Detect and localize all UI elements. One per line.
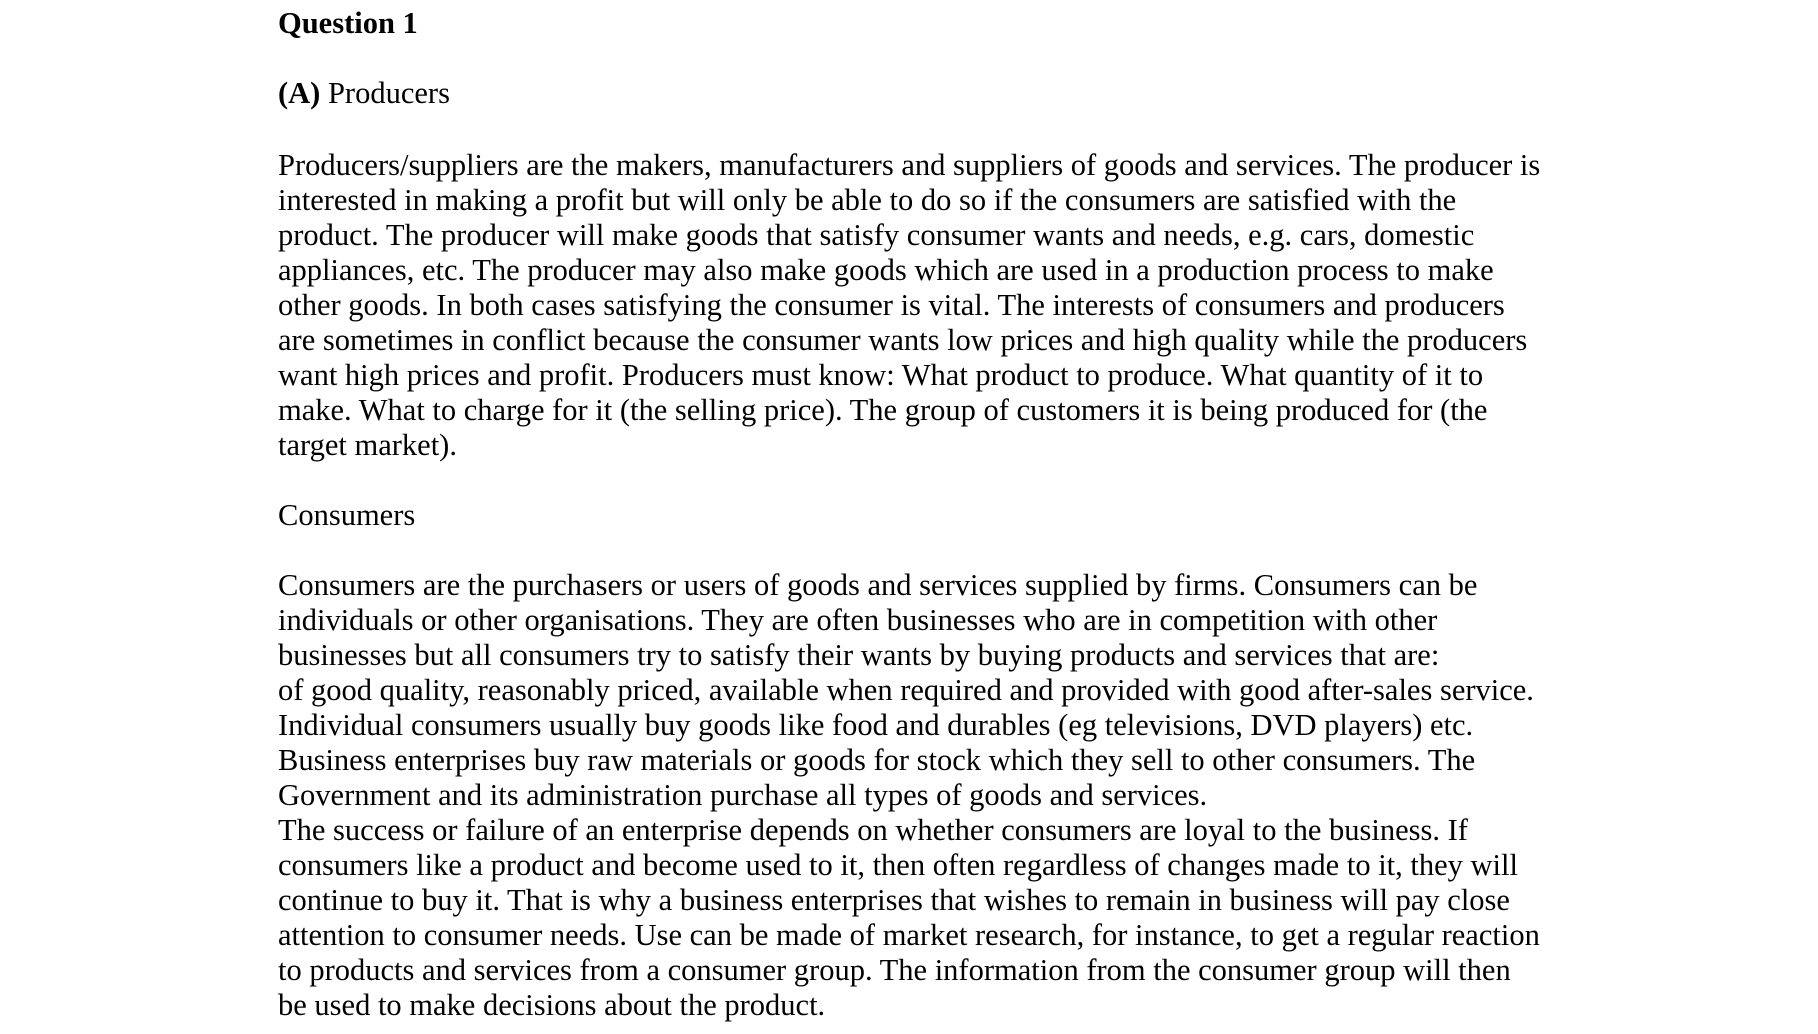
paragraph-line: to products and services from a consumer group. The information from the consumer group will then <box>278 953 1511 987</box>
paragraph-line: Government and its administration purchase all types of goods and services. <box>278 778 1208 812</box>
paragraph-line: are sometimes in conflict because the consumer wants low prices and high quality while the producers <box>278 323 1528 357</box>
paragraph-line: Consumers are the purchasers or users of goods and services supplied by firms. Consumers can be <box>278 568 1478 602</box>
consumers-heading: Consumers <box>278 498 416 532</box>
paragraph-line: Producers/suppliers are the makers, manufacturers and suppliers of goods and services. The producer is <box>278 148 1541 182</box>
paragraph-line: of good quality, reasonably priced, available when required and provided with good after-sales service. <box>278 673 1534 707</box>
section-a-label: (A) <box>278 76 321 110</box>
paragraph-line: consumers like a product and become used to it, then often regardless of changes made to it, they will <box>278 848 1518 882</box>
paragraph-line: want high prices and profit. Producers must know: What product to produce. What quantity of it to <box>278 358 1484 392</box>
paragraph-line: individuals or other organisations. They are often businesses who are in competition with other <box>278 603 1438 637</box>
paragraph-line: Individual consumers usually buy goods like food and durables (eg televisions, DVD players) etc. <box>278 708 1474 742</box>
paragraph-line: product. The producer will make goods that satisfy consumer wants and needs, e.g. cars, domestic <box>278 218 1475 252</box>
section-a-title: Producers <box>327 76 450 110</box>
paragraph-line: businesses but all consumers try to satisfy their wants by buying products and services that are: <box>278 638 1440 672</box>
paragraph-line: Business enterprises buy raw materials or goods for stock which they sell to other consumers. The <box>278 743 1476 777</box>
paragraph-line: target market). <box>278 428 457 462</box>
paragraph-line: other goods. In both cases satisfying the consumer is vital. The interests of consumers and producers <box>278 288 1505 322</box>
paragraph-line: attention to consumer needs. Use can be made of market research, for instance, to get a regular reaction <box>278 918 1540 952</box>
section-a-heading <box>278 76 450 111</box>
paragraph-line: The success or failure of an enterprise depends on whether consumers are loyal to the business. If <box>278 813 1468 847</box>
question-title: Question 1 <box>278 6 418 40</box>
paragraph-line: be used to make decisions about the product. <box>278 988 826 1022</box>
paragraph-line: interested in making a profit but will only be able to do so if the consumers are satisfied with the <box>278 183 1457 217</box>
paragraph-line: continue to buy it. That is why a business enterprises that wishes to remain in business will pay close <box>278 883 1510 917</box>
paragraph-line: make. What to charge for it (the selling price). The group of customers it is being produced for (the <box>278 393 1488 427</box>
paragraph-line: appliances, etc. The producer may also make goods which are used in a production process to make <box>278 253 1494 287</box>
